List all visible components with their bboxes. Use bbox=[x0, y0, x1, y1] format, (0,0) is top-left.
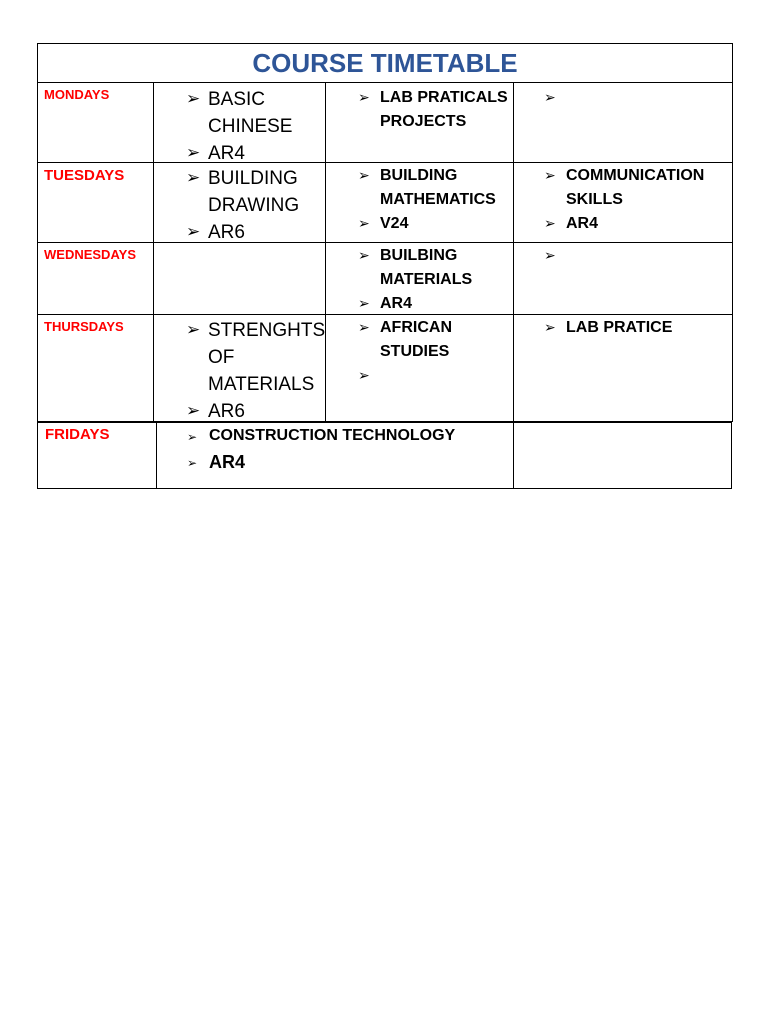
list-thursday-1 bbox=[184, 317, 325, 425]
day-label-friday: FRIDAYS bbox=[37, 422, 157, 489]
timetable-entry: ➢ AR4 bbox=[184, 140, 325, 167]
cell-thursday-3 bbox=[513, 314, 733, 422]
timetable-entry: ➢ AR6 bbox=[184, 398, 325, 425]
timetable-entry: ➢ AR4 bbox=[542, 212, 732, 236]
day-label-wednesday: WEDNESDAYS bbox=[37, 242, 154, 315]
timetable-entry: ➢ AR4 bbox=[356, 292, 513, 316]
list-thursday-2 bbox=[356, 316, 513, 364]
timetable-entry: ➢ BUILDING DRAWING bbox=[184, 165, 325, 219]
cell-tuesday-2 bbox=[325, 162, 514, 243]
cell-monday-3 bbox=[513, 82, 733, 163]
cell-wednesday-3 bbox=[513, 242, 733, 315]
cell-tuesday-1 bbox=[153, 162, 326, 243]
timetable-entry: ➢ AR6 bbox=[184, 219, 325, 246]
timetable-entry: ➢ BUILDING MATHEMATICS bbox=[356, 164, 513, 212]
timetable-entry: ➢ CONSTRUCTION TECHNOLOGY bbox=[185, 423, 513, 449]
list-monday-2 bbox=[356, 86, 513, 134]
timetable-entry: ➢ LAB PRATICE bbox=[542, 316, 732, 340]
cell-friday-1 bbox=[156, 422, 514, 489]
timetable-entry: ➢ V24 bbox=[356, 212, 513, 236]
cell-tuesday-3 bbox=[513, 162, 733, 243]
timetable-entry: ➢ COMMUNICATION SKILLS bbox=[542, 164, 732, 212]
timetable-entry: ➢ AR4 bbox=[185, 449, 513, 475]
day-label-monday: MONDAYS bbox=[37, 82, 154, 163]
cell-wednesday-1 bbox=[153, 242, 326, 315]
cell-monday-1 bbox=[153, 82, 326, 163]
day-label-thursday: THURSDAYS bbox=[37, 314, 154, 422]
cell-thursday-2 bbox=[325, 314, 514, 422]
cell-monday-2 bbox=[325, 82, 514, 163]
cell-thursday-1 bbox=[153, 314, 326, 422]
list-tuesday-1 bbox=[184, 165, 325, 246]
list-tuesday-3 bbox=[542, 164, 732, 236]
list-friday-1 bbox=[185, 423, 513, 475]
day-label-tuesday: TUESDAYS bbox=[37, 162, 154, 243]
timetable-title: COURSE TIMETABLE bbox=[37, 43, 733, 83]
timetable-entry: ➢ LAB PRATICALS PROJECTS bbox=[356, 86, 513, 134]
list-wednesday-2 bbox=[356, 244, 513, 316]
list-thursday-3 bbox=[542, 316, 732, 340]
timetable-entry: ➢ AFRICAN STUDIES bbox=[356, 316, 513, 364]
cell-wednesday-2 bbox=[325, 242, 514, 315]
cell-friday-2 bbox=[513, 422, 732, 489]
timetable-entry: ➢ BUILBING MATERIALS bbox=[356, 244, 513, 292]
list-monday-1 bbox=[184, 86, 325, 167]
list-tuesday-2 bbox=[356, 164, 513, 236]
timetable-entry: ➢ STRENGHTS OF MATERIALS bbox=[184, 317, 325, 398]
timetable-entry: ➢ BASIC CHINESE bbox=[184, 86, 325, 140]
